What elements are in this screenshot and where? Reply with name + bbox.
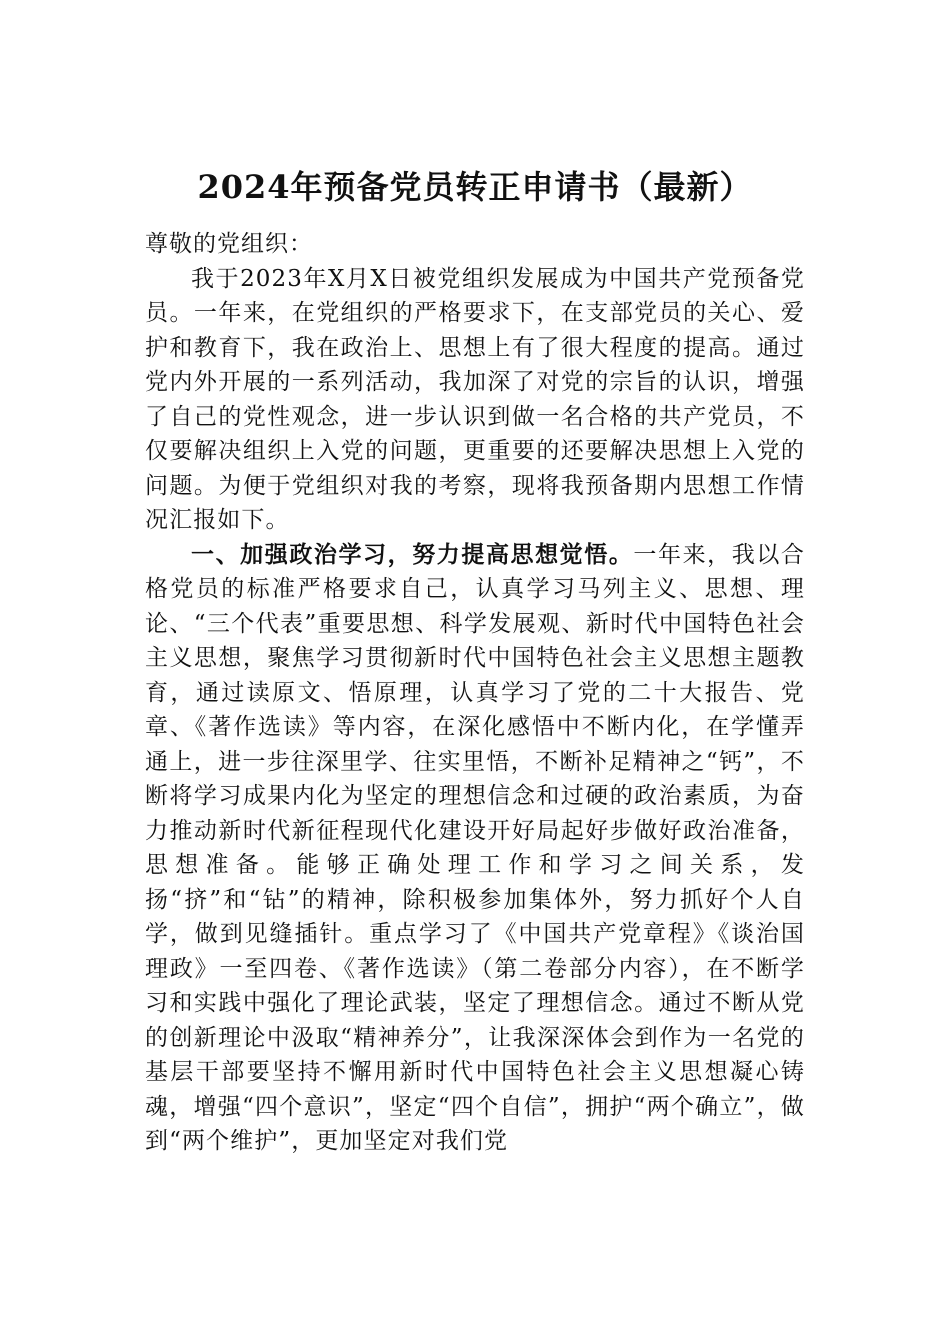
paragraph-political-study-text: 一年来，我以合格党员的标准严格要求自己，认真学习马列主义、思想、理论、“三个代表”重要思想、科学发展观、新时代中国特色社会主义思想，聚焦学习贯彻新时代中国特色社会主义思想主题教育，通过读原文、悟原理，认真学习了党的二十大报告、党章、《著作选读》等内容，在深化感悟中不断内化，在学懂弄通上，进一步往深里学、往实里悟，不断补足精神之“钙”，不断将学习成果内化为坚定的理想信念和过硬的政治素质，为奋力推动新时代新征程现代化建设开好局起好步做好政治准备，思想准备。能够正确处理工作和学习之间关系，发扬“挤”和“钻”的精神，除积极参加集体外，努力抓好个人自学，做到见缝插针。重点学习了《中国共产党章程》《谈治国理政》一至四卷、《著作选读》（第二卷部分内容），在不断学习和实践中强化了理论武装，坚定了理想信念。通过不断从党的创新理论中汲取“精神养分”，让我深深体会到作为一名党的基层干部要坚持不懈用新时代中国特色社会主义思想凝心铸魂，增强“四个意识”，坚定“四个自信”，拥护“两个确立”，做到“两个维护”，更加坚定对我们党 xyxy=(145,541,805,1154)
document-body xyxy=(145,227,805,1159)
paragraph-political-study xyxy=(145,538,805,1159)
salutation: 尊敬的党组织： xyxy=(145,231,313,257)
section-heading-political-study: 一、加强政治学习，努力提高思想觉悟。 xyxy=(191,540,634,568)
paragraph-intro: 我于2023年X月X日被党组织发展成为中国共产党预备党员。一年来，在党组织的严格要求下，在支部党员的关心、爱护和教育下，我在政治上、思想上有了很大程度的提高。通过党内外开展的一系列活动，我加深了对党的宗旨的认识，增强了自己的党性观念，进一步认识到做一名合格的共产党员，不仅要解决组织上入党的问题，更重要的还要解决思想上入党的问题。为便于党组织对我的考察，现将我预备期内思想工作情况汇报如下。 xyxy=(145,265,805,533)
document-title: 2024年预备党员转正申请书（最新） xyxy=(197,168,753,206)
